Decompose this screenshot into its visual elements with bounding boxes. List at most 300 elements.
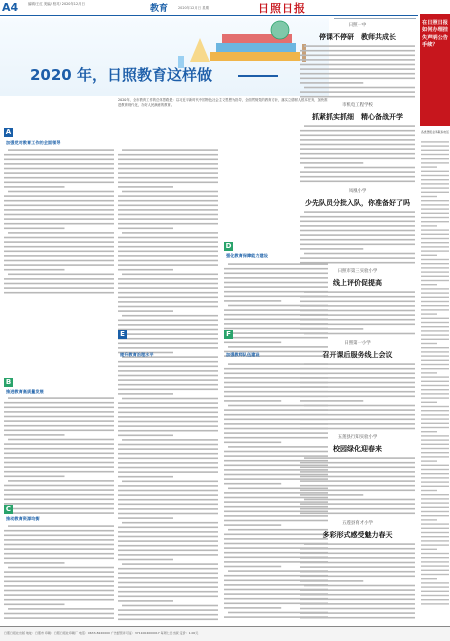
text-lines-placeholder <box>4 396 114 516</box>
text-line <box>118 159 218 161</box>
text-line <box>118 287 218 289</box>
text-line <box>421 360 449 361</box>
text-line <box>300 239 415 241</box>
school-name-5: 日照第一小学 <box>344 341 371 346</box>
text-line <box>118 467 218 469</box>
text-line <box>118 494 218 496</box>
text-line <box>300 68 415 70</box>
text-line <box>118 513 218 515</box>
text-line <box>4 508 114 510</box>
text-line <box>300 513 415 515</box>
text-line <box>4 205 114 207</box>
text-line <box>118 375 218 377</box>
text-lines-placeholder <box>300 124 415 186</box>
text-line <box>300 377 415 379</box>
text-line <box>4 186 65 188</box>
text-line <box>421 158 449 159</box>
text-line <box>304 211 415 213</box>
text-line <box>421 183 449 184</box>
text-line <box>4 476 65 478</box>
text-line <box>300 494 363 496</box>
text-line <box>421 418 449 419</box>
text-lines-placeholder <box>300 542 415 622</box>
text-line <box>304 125 415 127</box>
text-line <box>4 553 114 555</box>
text-line <box>4 278 114 280</box>
text-line <box>421 414 449 415</box>
article-head-6: 校园绿化迎春来 <box>333 445 382 453</box>
text-line <box>118 540 218 542</box>
text-line <box>300 508 415 510</box>
section-head-b: 推进教育高质量发展 <box>6 389 44 394</box>
text-line <box>118 347 218 349</box>
text-line <box>118 407 218 409</box>
text-line <box>8 439 114 441</box>
text-line <box>118 577 218 579</box>
text-lines-placeholder <box>300 44 415 100</box>
text-line <box>421 490 437 491</box>
text-line <box>118 343 218 345</box>
text-line <box>118 182 218 184</box>
text-line <box>421 229 449 230</box>
text-line <box>421 586 449 587</box>
text-line <box>118 485 218 487</box>
article-body-2 <box>300 124 415 186</box>
text-line <box>4 255 114 257</box>
text-line <box>300 373 415 375</box>
text-line <box>421 439 449 440</box>
text-line <box>118 361 218 363</box>
text-line <box>4 416 114 418</box>
text-line <box>4 466 114 468</box>
text-line <box>4 571 114 573</box>
sidebar-text-lines <box>421 140 449 610</box>
text-line <box>421 255 437 256</box>
text-line <box>118 554 218 556</box>
text-line <box>224 524 281 526</box>
text-line <box>300 557 415 559</box>
text-line <box>118 366 218 368</box>
text-lines-placeholder <box>300 210 415 266</box>
text-line <box>122 481 218 483</box>
text-line <box>4 471 114 473</box>
text-line <box>300 566 415 568</box>
text-line <box>4 590 114 592</box>
text-line <box>421 322 449 323</box>
text-lines-placeholder <box>118 148 218 622</box>
text-line <box>300 617 415 619</box>
text-line <box>300 409 415 411</box>
text-line <box>304 543 415 545</box>
text-line <box>118 430 218 432</box>
text-line <box>304 45 415 47</box>
text-line <box>4 453 114 455</box>
text-line <box>118 172 218 174</box>
text-line <box>118 471 218 473</box>
text-line <box>4 411 114 413</box>
article-body-7 <box>300 542 415 622</box>
text-line <box>300 301 415 303</box>
text-line <box>4 163 114 165</box>
text-line <box>4 443 114 445</box>
text-line <box>4 594 114 596</box>
text-line <box>118 582 218 584</box>
text-line <box>118 283 218 285</box>
article-head-1: 停课不停研 教师共成长 <box>319 33 396 41</box>
text-line <box>300 64 415 66</box>
text-line <box>4 489 114 491</box>
text-line <box>122 274 218 276</box>
text-line <box>300 78 415 80</box>
text-line <box>118 310 173 312</box>
text-line <box>421 301 449 302</box>
text-line <box>421 452 449 453</box>
text-line <box>300 490 415 492</box>
sidebar-ad-text: 在日照日报如何办理挂失声明公告手续？ <box>422 20 448 49</box>
text-line <box>118 269 173 271</box>
text-line <box>122 605 218 607</box>
text-line <box>300 386 415 388</box>
text-line <box>421 145 449 146</box>
text-line <box>4 214 114 216</box>
text-line <box>118 209 218 211</box>
text-line <box>118 251 218 253</box>
text-line <box>4 177 114 179</box>
text-line <box>300 225 415 227</box>
text-lines-placeholder <box>4 524 114 622</box>
text-line <box>224 400 281 402</box>
text-line <box>118 237 218 239</box>
text-line <box>118 255 218 257</box>
banner-dash <box>238 75 278 77</box>
text-line <box>421 465 449 466</box>
text-line <box>421 423 449 424</box>
text-line <box>8 397 114 399</box>
page-code: A4 <box>2 1 19 14</box>
text-line <box>421 221 449 222</box>
text-line <box>4 407 114 409</box>
text-line <box>300 59 415 61</box>
text-line <box>4 402 114 404</box>
text-line <box>4 420 114 422</box>
text-line <box>421 334 449 335</box>
text-line <box>421 150 449 151</box>
text-line <box>300 216 415 218</box>
text-line <box>118 379 218 381</box>
header-meta: 编辑/王红 美编/ 校对/ 2020年12月日 <box>28 2 85 6</box>
text-line <box>421 204 449 205</box>
text-line <box>118 559 173 561</box>
text-line <box>421 187 449 188</box>
text-line <box>300 423 415 425</box>
article-head-7: 多彩形式感受魅力春天 <box>322 531 393 539</box>
article-head-4: 线上评价促提高 <box>333 279 382 287</box>
text-line <box>421 599 449 600</box>
section-marker-e: E <box>118 330 127 339</box>
text-line <box>118 205 218 207</box>
footer-text: 日照日报社出版 地址：日照市 印刷：日照日报社印刷厂 电话：0633-8220000 广告经营许可证：3711004000017 每周七日出版 定价：1.00元 <box>4 631 199 635</box>
text-line <box>421 532 449 533</box>
text-line <box>421 364 449 365</box>
text-line <box>421 565 449 566</box>
text-line <box>4 544 114 546</box>
text-line <box>300 612 415 614</box>
text-line <box>300 305 415 307</box>
text-line <box>118 301 218 303</box>
text-line <box>8 149 114 151</box>
section-marker-a: A <box>5 128 12 136</box>
banner-title: 2020 年，日照教育这样做 <box>30 66 212 84</box>
section-marker-b: B <box>5 378 12 386</box>
text-line <box>8 608 114 610</box>
text-line <box>421 313 437 314</box>
text-line <box>300 391 415 393</box>
sidebar-text: 各类登报业务联系电话 <box>421 130 449 620</box>
text-line <box>421 368 449 369</box>
text-line <box>421 515 449 516</box>
text-line <box>421 162 449 163</box>
banner <box>0 18 329 96</box>
text-line <box>118 306 218 308</box>
text-line <box>4 172 114 174</box>
text-line <box>421 217 449 218</box>
text-line <box>118 596 218 598</box>
text-line <box>118 586 218 588</box>
text-line <box>4 260 114 262</box>
text-line <box>421 570 449 571</box>
text-line <box>300 230 415 232</box>
text-line <box>421 385 449 386</box>
text-line <box>421 276 449 277</box>
text-line <box>300 485 415 487</box>
text-line <box>122 232 218 234</box>
text-line <box>421 549 437 550</box>
text-line <box>421 263 449 264</box>
text-line <box>118 260 218 262</box>
text-line <box>421 498 449 499</box>
text-line <box>300 248 363 250</box>
text-line <box>421 427 449 428</box>
text-line <box>4 613 114 615</box>
text-line <box>300 419 415 421</box>
text-line <box>300 257 415 259</box>
text-line <box>228 346 328 348</box>
text-line <box>118 393 173 395</box>
text-line <box>421 343 437 344</box>
text-line <box>118 154 218 156</box>
section-marker-c: C <box>5 505 12 513</box>
text-line <box>4 168 114 170</box>
text-line <box>421 603 449 604</box>
text-line <box>421 376 449 377</box>
text-line <box>118 545 218 547</box>
text-line <box>421 481 449 482</box>
text-line <box>300 130 415 132</box>
text-line <box>4 539 114 541</box>
article-head-3: 少先队员分批入队，你准备好了吗 <box>305 199 410 207</box>
text-line <box>304 405 415 407</box>
text-line <box>224 300 281 302</box>
text-line <box>118 421 218 423</box>
text-line <box>300 181 415 183</box>
text-line <box>118 389 218 391</box>
text-line <box>4 512 114 514</box>
text-line <box>118 412 218 414</box>
text-line <box>300 244 415 246</box>
text-line <box>4 499 114 501</box>
text-line <box>300 580 363 582</box>
text-line <box>421 166 437 167</box>
text-line <box>8 567 114 569</box>
text-line <box>118 278 218 280</box>
text-line <box>4 548 114 550</box>
text-line <box>300 603 415 605</box>
text-line <box>421 397 449 398</box>
text-line <box>300 319 415 321</box>
text-line <box>118 241 218 243</box>
section-marker-f: F <box>224 330 233 339</box>
text-line <box>122 315 218 317</box>
text-line <box>4 494 114 496</box>
text-line <box>300 480 415 482</box>
text-line <box>118 435 173 437</box>
text-line <box>4 430 114 432</box>
text-line <box>421 582 449 583</box>
intro-paragraph: 2020年，全市教育工作的总体思路是：以习近平新时代中国特色社会主义思想为指导，全面贯彻党的教育方针，落实立德树人根本任务，加快推进教育现代化，办好人民满意的教育。 <box>118 98 328 108</box>
section-body-b <box>4 396 114 516</box>
text-line <box>4 264 114 266</box>
text-line <box>4 154 114 156</box>
text-line <box>118 200 218 202</box>
text-line <box>4 159 114 161</box>
text-line <box>4 287 114 289</box>
section-marker-d: D <box>225 242 232 250</box>
text-line <box>118 476 173 478</box>
text-line <box>4 503 114 505</box>
text-line <box>300 382 415 384</box>
text-line <box>421 179 449 180</box>
text-line <box>118 195 218 197</box>
text-line <box>421 540 449 541</box>
text-lines-placeholder <box>300 456 415 518</box>
text-line <box>4 558 114 560</box>
text-line <box>300 368 415 370</box>
text-line <box>118 425 218 427</box>
text-line <box>421 242 449 243</box>
text-line <box>118 448 218 450</box>
school-name-4: 日照市第三实验小学 <box>337 269 378 274</box>
text-line <box>118 573 218 575</box>
text-line <box>300 55 415 57</box>
text-line <box>4 425 114 427</box>
text-line <box>421 544 449 545</box>
text-line <box>300 262 415 264</box>
text-line <box>300 139 415 141</box>
article-body-4 <box>300 290 415 336</box>
text-line <box>224 566 281 568</box>
text-line <box>300 324 415 326</box>
text-line <box>304 253 415 255</box>
text-line <box>300 221 415 223</box>
text-line <box>421 393 449 394</box>
text-line <box>118 320 218 322</box>
text-line <box>8 525 114 527</box>
text-line <box>118 402 218 404</box>
text-line <box>421 402 437 403</box>
text-line <box>8 232 114 234</box>
text-line <box>421 389 449 390</box>
text-line <box>224 342 281 344</box>
text-line <box>4 283 114 285</box>
text-line <box>300 462 415 464</box>
text-line <box>421 246 449 247</box>
footer <box>0 626 450 641</box>
text-line <box>300 144 415 146</box>
text-line <box>4 599 114 601</box>
text-line <box>4 462 114 464</box>
text-line <box>118 214 218 216</box>
text-line <box>118 614 218 616</box>
text-line <box>4 246 114 248</box>
text-line <box>421 326 449 327</box>
text-line <box>421 511 449 512</box>
text-line <box>118 462 218 464</box>
text-line <box>421 469 449 470</box>
text-line <box>300 396 415 398</box>
text-line <box>300 414 415 416</box>
text-line <box>421 267 449 268</box>
text-line <box>4 251 114 253</box>
text-line <box>421 234 449 235</box>
text-line <box>224 337 328 339</box>
text-line <box>4 434 65 436</box>
text-line <box>421 502 449 503</box>
school-name-7: 五莲县育才小学 <box>342 521 373 526</box>
text-line <box>421 175 449 176</box>
text-line <box>118 619 218 621</box>
text-line <box>4 228 65 230</box>
text-line <box>118 186 173 188</box>
text-line <box>8 191 114 193</box>
text-line <box>8 274 114 276</box>
text-line <box>300 328 363 330</box>
text-line <box>421 557 449 558</box>
text-line <box>300 296 415 298</box>
text-line <box>122 149 218 151</box>
article-body-5 <box>300 362 415 432</box>
text-line <box>4 209 114 211</box>
text-line <box>300 162 363 164</box>
text-line <box>300 148 415 150</box>
text-line <box>118 370 218 372</box>
text-line <box>421 250 449 251</box>
text-line <box>300 171 415 173</box>
text-line <box>4 457 114 459</box>
issue-date: 2020年12月日 星期 <box>178 6 209 10</box>
text-line <box>118 504 218 506</box>
text-line <box>300 599 415 601</box>
text-line <box>421 339 449 340</box>
text-line <box>224 483 281 485</box>
text-line <box>421 595 449 596</box>
text-line <box>4 604 65 606</box>
text-line <box>421 280 449 281</box>
text-line <box>421 208 449 209</box>
text-line <box>118 264 218 266</box>
text-line <box>421 561 449 562</box>
text-line <box>421 528 449 529</box>
text-line <box>421 444 449 445</box>
